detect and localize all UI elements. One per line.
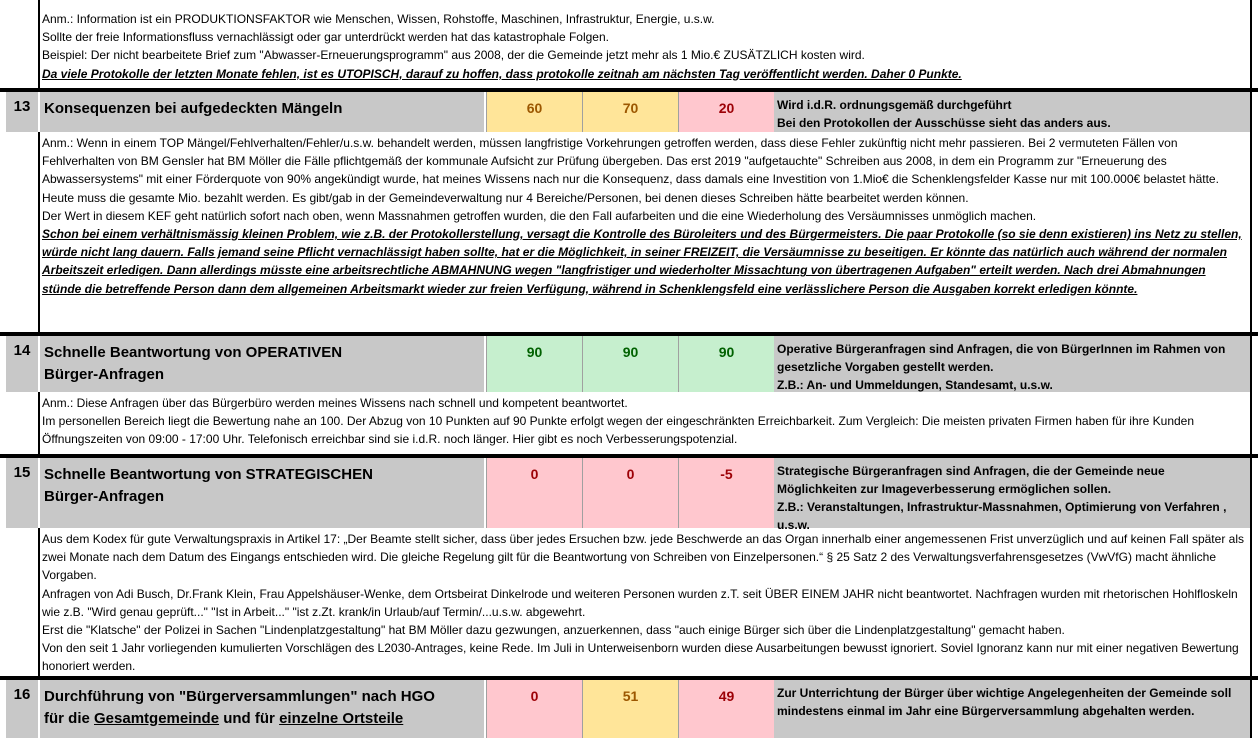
title-line: Bürger-Anfragen xyxy=(44,366,165,383)
score-cell[interactable]: 49 xyxy=(678,680,774,738)
score-cell[interactable]: 0 xyxy=(486,458,582,528)
intro-note xyxy=(40,0,1250,90)
desc-line: Strategische Bürgeranfragen sind Anfragen, die der Gemeinde neue Möglichkeiten zur Imageverbesserung ermöglichen sollen. xyxy=(777,464,1165,496)
desc-line: Z.B.: An- und Ummeldungen, Standesamt, u.s.w. xyxy=(777,378,1053,392)
note-line: Der Wert in diesem KEF geht natürlich sofort nach oben, wenn Massnahmen getroffen wurden, die den Fall aufarbeiten und die eine Wiederholung des Versäumnisses unmöglich machen. xyxy=(42,208,1037,223)
row-14 xyxy=(0,336,1258,392)
note-line: Anm.: Wenn in einem TOP Mängel/Fehlverhalten/Fehler/u.s.w. behandelt werden, müssen langfristige Vorkehrungen getroffen werden, dass diese Fehler zukünftig nicht mehr passieren. Bei 2 vermuteten Fällen von Fehlverhalten von BM Gensler hat BM Möller die Fälle pflichtgemäß der kommunale Aufsicht zur Prüfung übergeben. Das erst 2019 "aufgetauchte" Schreiben aus 2008, in dem ein Programm zur "Erneuerung des Abwassersystems" mit einer Förderquote von 90% angekündigt wurde, hat meines Wissens nach nur die Konsequenz, dass damals eine Investition von 1.Mio€ die Schenklengsfelder Kasse nur mit 100.000€ belastet hätte. Heute muss die gesamte Mio. bezahlt werden. Es gibt/gab in der Gemeindeverwaltung nur 4 Bereiche/Personen, bei denen dieses Schreiben hätte bearbeitet werden können. xyxy=(42,136,1219,205)
title-part-underlined: einzelne Ortsteile xyxy=(279,710,404,727)
note-line: Von den seit 1 Jahr vorliegenden kumulierten Vorschlägen des L2030-Antrages, keine Rede. Im Juli in Unterweisenborn wurden diese Ausarbeitungen bewusst ignoriert. Soviel Ignoranz kann nur mit einer negativen Bewertung honoriert werden. xyxy=(42,641,1239,674)
title-part-underlined: Gesamtgemeinde xyxy=(94,710,220,727)
score-cell[interactable]: 70 xyxy=(582,92,678,132)
row-title xyxy=(40,336,484,392)
row-14-note xyxy=(0,392,1258,456)
score-cell[interactable]: 90 xyxy=(486,336,582,392)
row-15 xyxy=(0,458,1258,532)
row-15-note xyxy=(0,528,1258,676)
row-title xyxy=(40,458,484,528)
desc-line: Operative Bürgeranfragen sind Anfragen, die von BürgerInnen im Rahmen von gesetzliche Vorgaben gestellt werden. xyxy=(777,342,1226,374)
row-number: 14 xyxy=(6,336,38,392)
row-description xyxy=(774,680,1250,738)
row-note xyxy=(40,392,1250,456)
score-cell[interactable]: 90 xyxy=(678,336,774,392)
row-number: 16 xyxy=(6,680,38,738)
note-line: Aus dem Kodex für gute Verwaltungspraxis in Artikel 17: „Der Beamte stellt sicher, dass über jedes Ersuchen bzw. jede Beschwerde an das Organ innerhalb einer angemessenen Frist unverzüglich und auf keinen Fall später als zwei Monate nach dem Datum des Eingangs entschieden wird. Die gleiche Regelung gilt für die Beantwortung von Schreiben von Einzelpersonen.“ § 25 Satz 2 des Verwaltungsverfahrensgesetzes (VwVfG) macht ähnliche Vorgaben. xyxy=(42,532,1244,583)
note-emphasis: Da viele Protokolle der letzten Monate fehlen, ist es UTOPISCH, darauf zu hoffen, dass protokolle zeitnah am nächsten Tag veröffentlicht werden. Daher 0 Punkte. xyxy=(42,66,962,81)
note-line: Anfragen von Adi Busch, Dr.Frank Klein, Frau Appelshäuser-Wenke, dem Ortsbeirat Dinkelrode und weiteren Personen wurden z.T. seit ÜBER EINEM JAHR nicht beantwortet. Nachfragen wurden mit rhetorischen Hohlfloskeln wie z.B. "Wird genau geprüft..." "Ist in Arbeit..." "ist z.Zt. krank/in Urlaub/auf Termin/...u.s.w. abgewehrt. xyxy=(42,586,1238,619)
desc-line: Zur Unterrichtung der Bürger über wichtige Angelegenheiten der Gemeinde soll mindestens einmal im Jahr eine Bürgerversammlung abgehalten werden. xyxy=(777,686,1232,718)
row-number: 13 xyxy=(6,92,38,132)
note-emphasis: Schon bei einem verhältnismässig kleinen Problem, wie z.B. der Protokollerstellung, versagt die Kontrolle des Büroleiters und des Bürgermeisters. Die paar Protokolle (so sie denn existieren) ins Netz zu stellen, würde nicht lang dauern. Falls jemand seine Pflicht vernachlässigt haben sollte, hat er die Möglichkeit, in seiner FREIZEIT, die Versäumnisse zu beseitigen. Er könnte das natürlich auch während der normalen Arbeitszeit erledigen. Dann allerdings müsste eine arbeitsrechtliche ABMAHNUNG wegen "langfristiger und wiederholter Missachtung von übertragenen Aufgaben" erteilt werden. Nach drei Abmahnungen stünde die betreffende Person dann dem allgemeinen Arbeitsmarkt wieder zur freien Verfügung, während in Schenklengsfeld eine verlässlichere Person die Ausgaben korrekt erledigen könnte. xyxy=(42,227,1242,296)
title-line: Schnelle Beantwortung von STRATEGISCHEN xyxy=(44,466,373,483)
title-line: Durchführung von "Bürgerversammlungen" nach HGO xyxy=(44,688,435,705)
row-title: Konsequenzen bei aufgedeckten Mängeln xyxy=(40,92,484,132)
desc-line: Z.B.: Veranstaltungen, Infrastruktur-Massnahmen, Optimierung von Verfahren , u.s.w. xyxy=(777,500,1227,532)
title-line xyxy=(44,708,480,730)
score-cell[interactable]: 60 xyxy=(486,92,582,132)
note-line: Im personellen Bereich liegt die Bewertung nahe an 100. Der Abzug von 10 Punkten auf 90 Punkte erfolgt wegen der eingeschränkten Erreichbarkeit. Zum Vergleich: Die meisten privaten Firmen haben für ihre Kunden Öffnungszeiten von 09:00 - 17:00 Uhr. Telefonisch erreichbar sind sie i.d.R. noch länger. Hier gibt es noch Verbesserungspotenzial. xyxy=(42,414,1195,447)
note-line: Anm.: Information ist ein PRODUKTIONSFAKTOR wie Menschen, Wissen, Rohstoffe, Maschinen, Infrastruktur, Energie, u.s.w. xyxy=(42,12,715,26)
score-cell[interactable]: 0 xyxy=(582,458,678,528)
title-part: für die xyxy=(44,710,95,727)
row-title xyxy=(40,680,484,738)
note-line: Beispiel: Der nicht bearbeitete Brief zum "Abwasser-Erneuerungsprogramm" aus 2008, der die Gemeinde jetzt mehr als 1 Mio.€ ZUSÄTZLICH kosten wird. xyxy=(42,48,865,63)
note-line: Sollte der freie Informationsfluss vernachlässigt oder gar unterdrückt werden hat das katastrophale Folgen. xyxy=(42,30,609,45)
note-line: Erst die "Klatsche" der Polizei in Sachen "Lindenplatzgestaltung" hat BM Möller dazu gezwungen, anzuerkennen, dass "auch einige Bürger sich über die Lindenplatzgestaltung" gemacht haben. xyxy=(42,623,1065,638)
row-description xyxy=(774,92,1250,132)
score-cell[interactable]: 51 xyxy=(582,680,678,738)
desc-line: Bei den Protokollen der Ausschüsse sieht das anders aus. xyxy=(777,116,1111,130)
note-line: Anm.: Diese Anfragen über das Bürgerbüro werden meines Wissens nach schnell und kompetent beantwortet. xyxy=(42,396,628,410)
title-line: Schnelle Beantwortung von OPERATIVEN xyxy=(44,344,343,361)
title-line: Bürger-Anfragen xyxy=(44,488,165,505)
row-note xyxy=(40,528,1250,676)
row-number: 15 xyxy=(6,458,38,528)
title-part: und für xyxy=(219,710,280,727)
row-note xyxy=(40,132,1250,332)
row-16 xyxy=(0,680,1258,738)
score-cell[interactable]: 90 xyxy=(582,336,678,392)
desc-line: Wird i.d.R. ordnungsgemäß durchgeführt xyxy=(777,98,1012,112)
row-description xyxy=(774,458,1250,532)
score-cell[interactable]: 0 xyxy=(486,680,582,738)
row-13 xyxy=(0,92,1258,132)
score-cell[interactable]: 20 xyxy=(678,92,774,132)
row-13-note xyxy=(0,132,1258,332)
score-cell[interactable]: -5 xyxy=(678,458,774,528)
intro-note-row xyxy=(0,0,1258,90)
row-description xyxy=(774,336,1250,392)
